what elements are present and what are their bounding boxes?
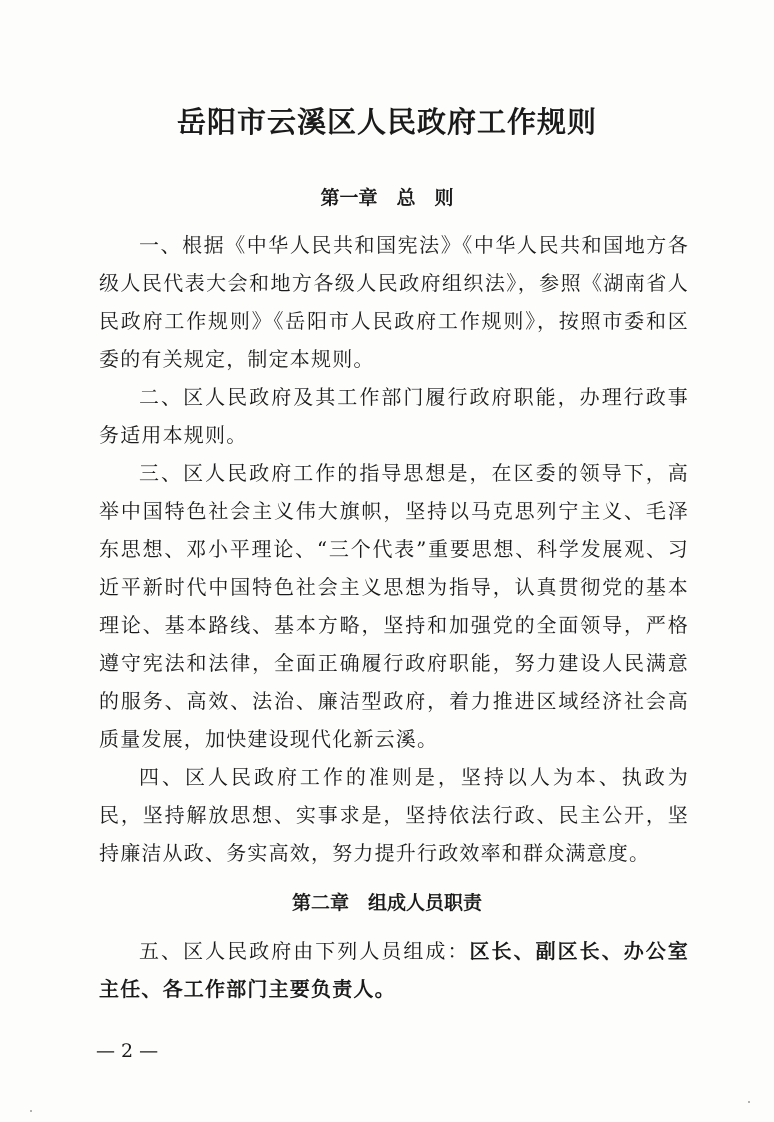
article-5-members: 区长、副区长、办公室主任、各工作部门主要负责人。 [99, 939, 689, 1001]
page-number: — 2 — [96, 1040, 159, 1062]
scan-speck [30, 1110, 32, 1112]
scan-speck [748, 1101, 750, 1103]
chapter-heading-members: 第二章 组成人员职责 [291, 892, 482, 914]
article-5-paragraph [99, 932, 689, 1008]
document-title: 岳阳市云溪区人民政府工作规则 [176, 105, 597, 139]
article-2-paragraph: 二、区人民政府及其工作部门履行政府职能，办理行政事务适用本规则。 [99, 385, 689, 447]
chapter-heading-general: 第一章 总 则 [320, 187, 454, 209]
article-3-paragraph: 三、区人民政府工作的指导思想是，在区委的领导下，高举中国特色社会主义伟大旗帜，坚持以马克思列宁主义、毛泽东思想、邓小平理论、“三个代表”重要思想、科学发展观、习近平新时代中国特色社会主义思想为指导，认真贯彻党的基本理论、基本路线、基本方略，坚持和加强党的全面领导，严格遵守宪法和法律，全面正确履行政府职能，努力建设人民满意的服务、高效、法治、廉洁型政府，着力推进区域经济社会高质量发展，加快建设现代化新云溪。 [99, 461, 689, 751]
article-5-lead: 五、区人民政府由下列人员组成： [139, 939, 470, 963]
article-4-paragraph: 四、区人民政府工作的准则是，坚持以人为本、执政为民，坚持解放思想、实事求是，坚持依法行政、民主公开，坚持廉洁从政、务实高效，努力提升行政效率和群众满意度。 [99, 765, 689, 865]
article-1-paragraph: 一、根据《中华人民共和国宪法》《中华人民共和国地方各级人民代表大会和地方各级人民政府组织法》，参照《湖南省人民政府工作规则》《岳阳市人民政府工作规则》，按照市委和区委的有关规定，制定本规则。 [99, 233, 689, 371]
